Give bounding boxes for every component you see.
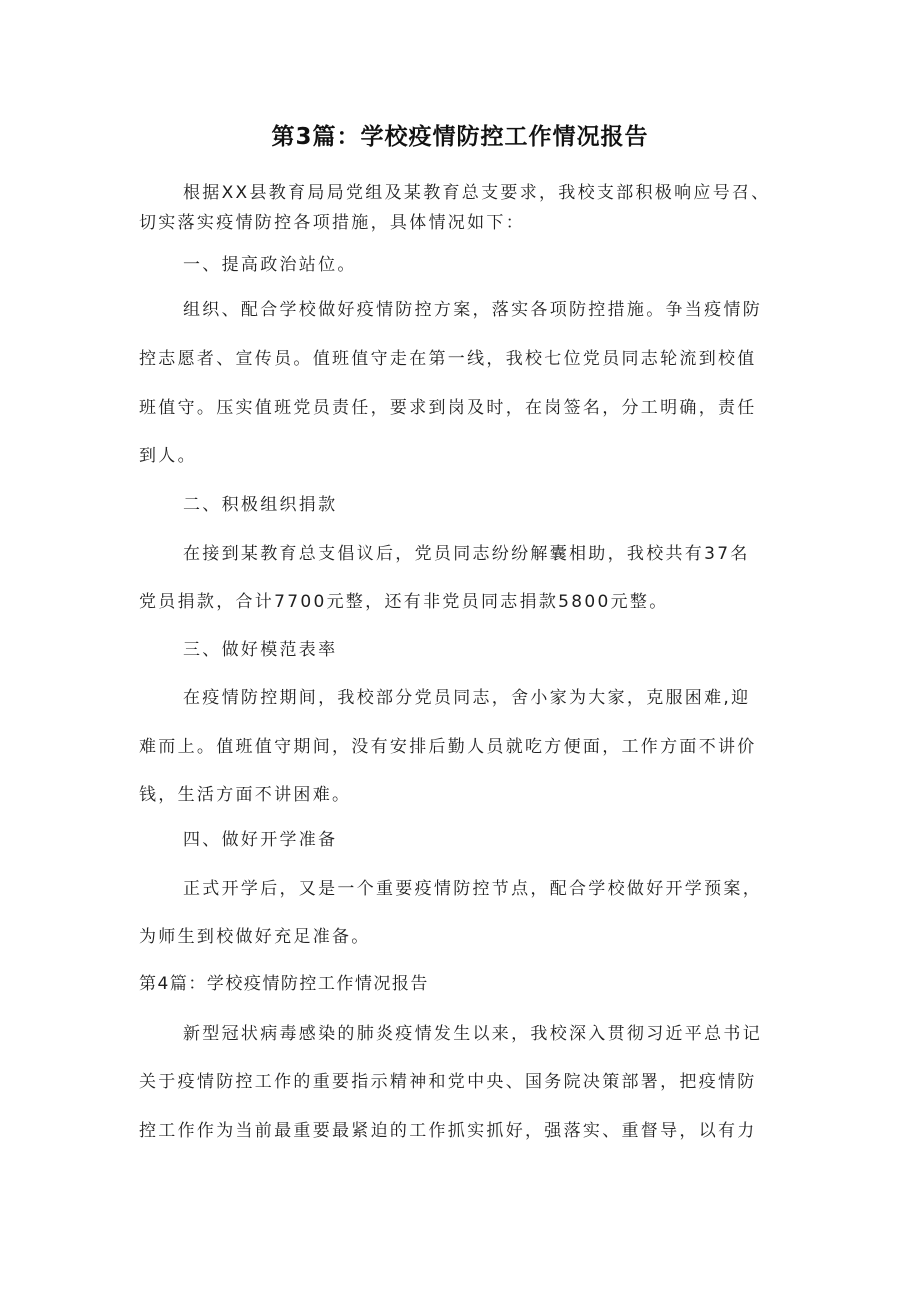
section3-line-3: 钱，生活方面不讲困难。 [139,785,352,805]
section2-line-2: 党员捐款，合计7700元整，还有非党员同志捐款5800元整。 [139,592,669,612]
section3-line-1: 在疫情防控期间，我校部分党员同志，舍小家为大家，克服困难,迎 [183,688,751,708]
part4-line-2: 关于疫情防控工作的重要指示精神和党中央、国务院决策部署，把疫情防 [139,1072,757,1092]
part4-line-3: 控工作作为当前最重要最紧迫的工作抓实抓好，强落实、重督导，以有力 [139,1121,757,1141]
section1-line-2: 控志愿者、宣传员。值班值守走在第一线，我校七位党员同志轮流到校值 [139,349,757,369]
intro-line-2: 切实落实疫情防控各项措施，具体情况如下： [139,213,525,233]
section1-line-1: 组织、配合学校做好疫情防控方案，落实各项防控措施。争当疫情防 [183,300,762,320]
section3-line-2: 难而上。值班值守期间，没有安排后勤人员就吃方便面，工作方面不讲价 [139,737,757,757]
section4-line-1: 正式开学后，又是一个重要疫情防控节点，配合学校做好开学预案， [183,879,762,899]
section1-heading: 一、提高政治站位。 [183,255,357,275]
section4-line-2: 为师生到校做好充足准备。 [139,927,371,947]
intro-line-1: 根据XX县教育局局党组及某教育总支要求，我校支部积极响应号召、 [183,183,771,203]
section1-line-4: 到人。 [139,446,197,466]
section4-heading: 四、做好开学准备 [183,830,338,850]
section1-line-3: 班值守。压实值班党员责任，要求到岗及时，在岗签名，分工明确，责任 [139,398,757,418]
section3-heading: 三、做好模范表率 [183,640,338,660]
document-title: 第3篇：学校疫情防控工作情况报告 [271,124,649,150]
section2-line-1: 在接到某教育总支倡议后，党员同志纷纷解囊相助，我校共有37名 [183,544,750,564]
part4-line-1: 新型冠状病毒感染的肺炎疫情发生以来，我校深入贯彻习近平总书记 [183,1024,762,1044]
section2-heading: 二、积极组织捐款 [183,495,338,515]
part4-heading: 第4篇：学校疫情防控工作情况报告 [139,974,429,994]
